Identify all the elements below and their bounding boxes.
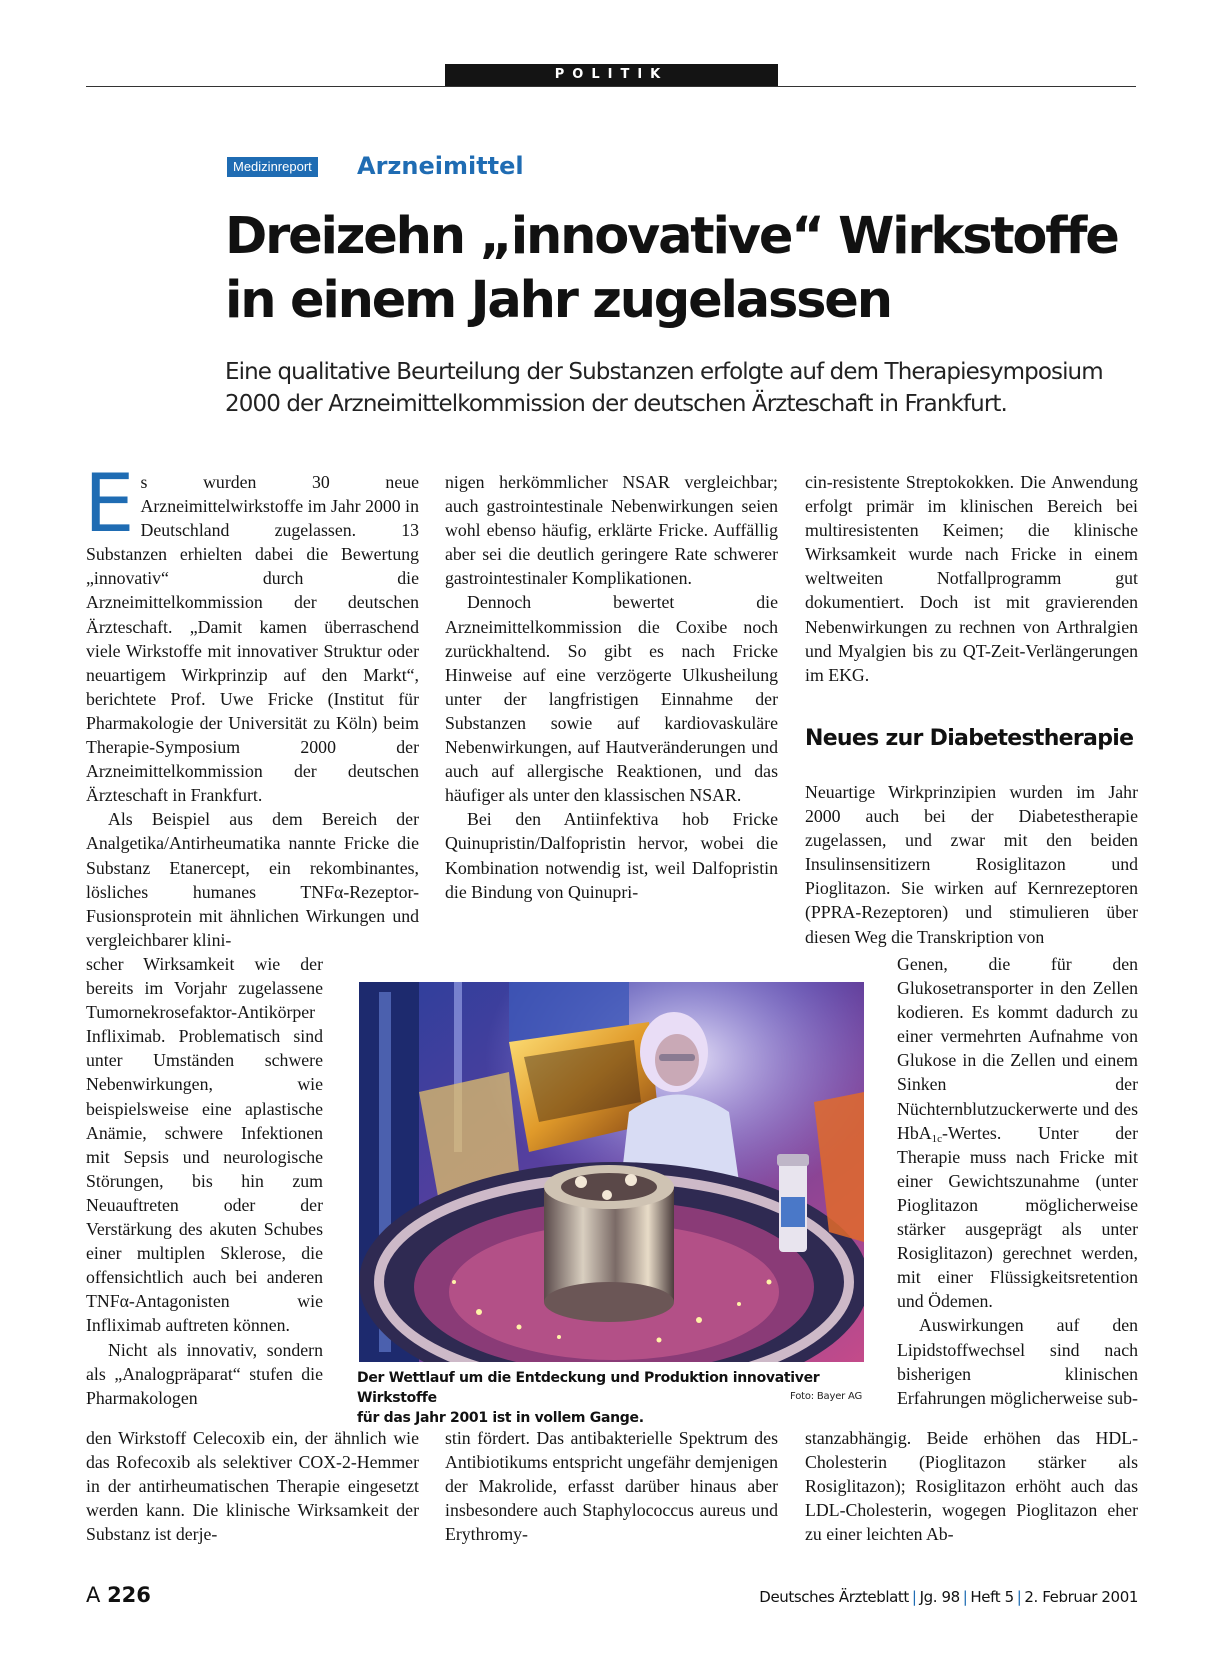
paragraph: nigen herkömmlicher NSAR vergleichbar; auch gastrointestinale Nebenwirkungen seien wohl ebenso häufig, erklärte Fricke. Auffällig aber sei die deutlich geringere Rate schwerer gastrointestinaler Komplikationen. bbox=[445, 472, 778, 589]
paragraph: Dennoch bewertet die Arzneimittelkommission die Coxibe noch zurückhaltend. So gibt es nach Fricke Hinweise auf eine verzögerte Ulkusheilung unter der langfristigen Einnahme der Substanzen sowie auf kardiovaskuläre Nebenwirkungen, auf Hautveränderungen und auch auf allergische Reaktionen, und das häufiger als unter den klassischen NSAR. bbox=[445, 592, 778, 806]
column-2-bottom bbox=[445, 1426, 778, 1546]
separator: | bbox=[962, 1588, 968, 1606]
rubric-tag: Medizinreport bbox=[227, 157, 318, 177]
paragraph bbox=[84, 457, 419, 807]
separator: | bbox=[911, 1588, 917, 1606]
paragraph: Neuartige Wirkprinzipien wurden im Jahr 2000 auch bei der Diabetestherapie zugelassen, und zwar mit den beiden Insulinsensitizern Rosiglitazon und Pioglitazon. Sie wirken auf Kernrezeptoren (PPRA-Rezeptoren) und stimulieren über diesen Weg die Transkription von bbox=[805, 782, 1138, 947]
header-rule bbox=[86, 86, 1136, 87]
headline bbox=[225, 205, 1155, 333]
caption-line-1: Der Wettlauf um die Entdeckung und Produktion innovativer Wirkstoffe bbox=[357, 1370, 820, 1406]
column-1-top bbox=[84, 457, 419, 952]
lab-photo bbox=[359, 982, 864, 1362]
headline-line-2: in einem Jahr zugelassen bbox=[225, 271, 891, 330]
column-3-bottom bbox=[805, 1426, 1138, 1546]
paragraph: stin fördert. Das antibakterielle Spektrum des Antibiotikums entspricht ungefähr demjenigen der Makrolide, erfasst darüber hinaus aber insbesondere auch Staphylococcus aureus und Erythromy- bbox=[445, 1428, 778, 1545]
kicker: Arzneimittel bbox=[357, 152, 524, 180]
paragraph: stanzabhängig. Beide erhöhen das HDL-Cholesterin (Pioglitazon stärker als Rosiglitazon); Rosiglitazon erhöht auch das LDL-Cholesterin, wogegen Pioglitazon eher zu einer leichten Ab- bbox=[805, 1428, 1138, 1545]
paragraph-text: s wurden 30 neue Arzneimittelwirkstoffe im Jahr 2000 in Deutschland zugelassen. 13 Substanzen erhielten dabei die Bewertung „innovativ“ durch die Arzneimittelkommission der deutschen Ärzteschaft. „Damit kamen überraschend viele Wirkstoffe mit innovativer Struktur oder neuartigem Wirkprinzip auf den Markt“, berichtete Prof. Uwe Fricke (Institut für Pharmakologie der Universität zu Köln) beim Therapie-Symposium 2000 der Arzneimittelkommission der deutschen Ärzteschaft in Frankfurt. bbox=[86, 472, 419, 806]
deck bbox=[225, 356, 1145, 420]
page-number bbox=[86, 1583, 151, 1607]
column-1-narrow bbox=[86, 952, 323, 1410]
paragraph bbox=[897, 952, 1138, 1313]
photo-credit: Foto: Bayer AG bbox=[790, 1391, 863, 1402]
issue: Heft 5 bbox=[970, 1588, 1014, 1606]
journal-name: Deutsches Ärzteblatt bbox=[759, 1588, 909, 1606]
column-2-top bbox=[445, 470, 778, 904]
paragraph: cin-resistente Streptokokken. Die Anwendung erfolgt primär im klinischen Bereich bei multiresistenten Keimen; die klinische Wirksamkeit wurde nach Fricke in einem weltweiten Notfallprogramm gut dokumentiert. Doch ist mit gravierenden Nebenwirkungen zu rechnen von Arthralgien und Myalgien bis zu QT-Zeit-Verlängerungen im EKG. bbox=[805, 472, 1138, 685]
paragraph: scher Wirksamkeit wie der bereits im Vorjahr zugelassene Tumornekrosefaktor-Antikörper Infliximab. Problematisch sind unter Umständen schwere Nebenwirkungen, wie beispielsweise eine aplastische Anämie, schwere Infektionen mit Sepsis und neurologische Störungen, bis hin zum Neuauftreten oder der Verstärkung des akuten Schubes einer multiplen Sklerose, die offensichtlich auch bei anderen TNFα-Antagonisten wie Infliximab auftreten können. bbox=[86, 954, 323, 1336]
deck-line-1: Eine qualitative Beurteilung der Substanzen erfolgte auf dem Therapiesymposium bbox=[225, 359, 1103, 385]
page-prefix: A bbox=[86, 1583, 101, 1607]
paragraph: Als Beispiel aus dem Bereich der Analgetika/Antirheumatika nannte Fricke die Substanz Etanercept, ein rekombinantes, lösliches humanes TNFα-Rezeptor-Fusionsprotein mit ähnlichen Wirkungen und vergleichbarer klini- bbox=[86, 809, 419, 950]
issue-date: 2. Februar 2001 bbox=[1024, 1588, 1138, 1606]
headline-line-1: Dreizehn „innovative“ Wirkstoffe bbox=[225, 207, 1118, 266]
separator: | bbox=[1016, 1588, 1022, 1606]
deck-line-2: 2000 der Arzneimittelkommission der deutschen Ärzteschaft in Frankfurt. bbox=[225, 391, 1007, 417]
lab-photo-illustration bbox=[359, 982, 864, 1362]
paragraph: den Wirkstoff Celecoxib ein, der ähnlich wie das Rofecoxib als selektiver COX-2-Hemmer in der antirheumatischen Therapie eingesetzt werden kann. Die klinische Wirksamkeit der Substanz ist derje- bbox=[86, 1428, 419, 1545]
section-label: POLITIK bbox=[445, 64, 778, 86]
footer-info bbox=[759, 1588, 1138, 1606]
column-1-bottom bbox=[86, 1426, 419, 1546]
paragraph-text: Genen, die für den Glukosetransporter in den Zellen kodieren. Es kommt dadurch zu einer vermehrten Aufnahme von Glukose in die Zellen und einem Sinken der Nüchternblutzuckerwerte und des HbA bbox=[897, 954, 1138, 1143]
volume: Jg. 98 bbox=[919, 1588, 960, 1606]
paragraph: Nicht als innovativ, sondern als „Analogpräparat“ stufen die Pharmakologen bbox=[86, 1339, 323, 1408]
paragraph: Auswirkungen auf den Lipidstoffwechsel sind nach bisherigen klinischen Erfahrungen möglicherweise sub- bbox=[897, 1315, 1138, 1408]
column-3-mid bbox=[805, 780, 1138, 949]
page-number-value: 226 bbox=[107, 1583, 151, 1607]
caption-line-2: für das Jahr 2001 ist in vollem Gange. bbox=[357, 1410, 644, 1426]
subscript: 1c bbox=[931, 1132, 942, 1145]
drop-cap: E bbox=[84, 457, 135, 550]
column-3-narrow bbox=[897, 952, 1138, 1410]
column-3-top bbox=[805, 470, 1138, 687]
paragraph: Bei den Antiinfektiva hob Fricke Quinupristin/Dalfopristin hervor, wobei die Kombination notwendig ist, weil Dalfopristin die Bindung von Quinupri- bbox=[445, 809, 778, 902]
subheading: Neues zur Diabetestherapie bbox=[805, 726, 1134, 751]
paragraph-text: -Wertes. Unter der Therapie muss nach Fricke mit einer Gewichtszunahme (unter Pioglitazon möglicherweise stärker ausgeprägt als unter Rosiglitazon) gerechnet werden, mit einer Flüssigkeitsretention und Ödemen. bbox=[897, 1122, 1138, 1312]
